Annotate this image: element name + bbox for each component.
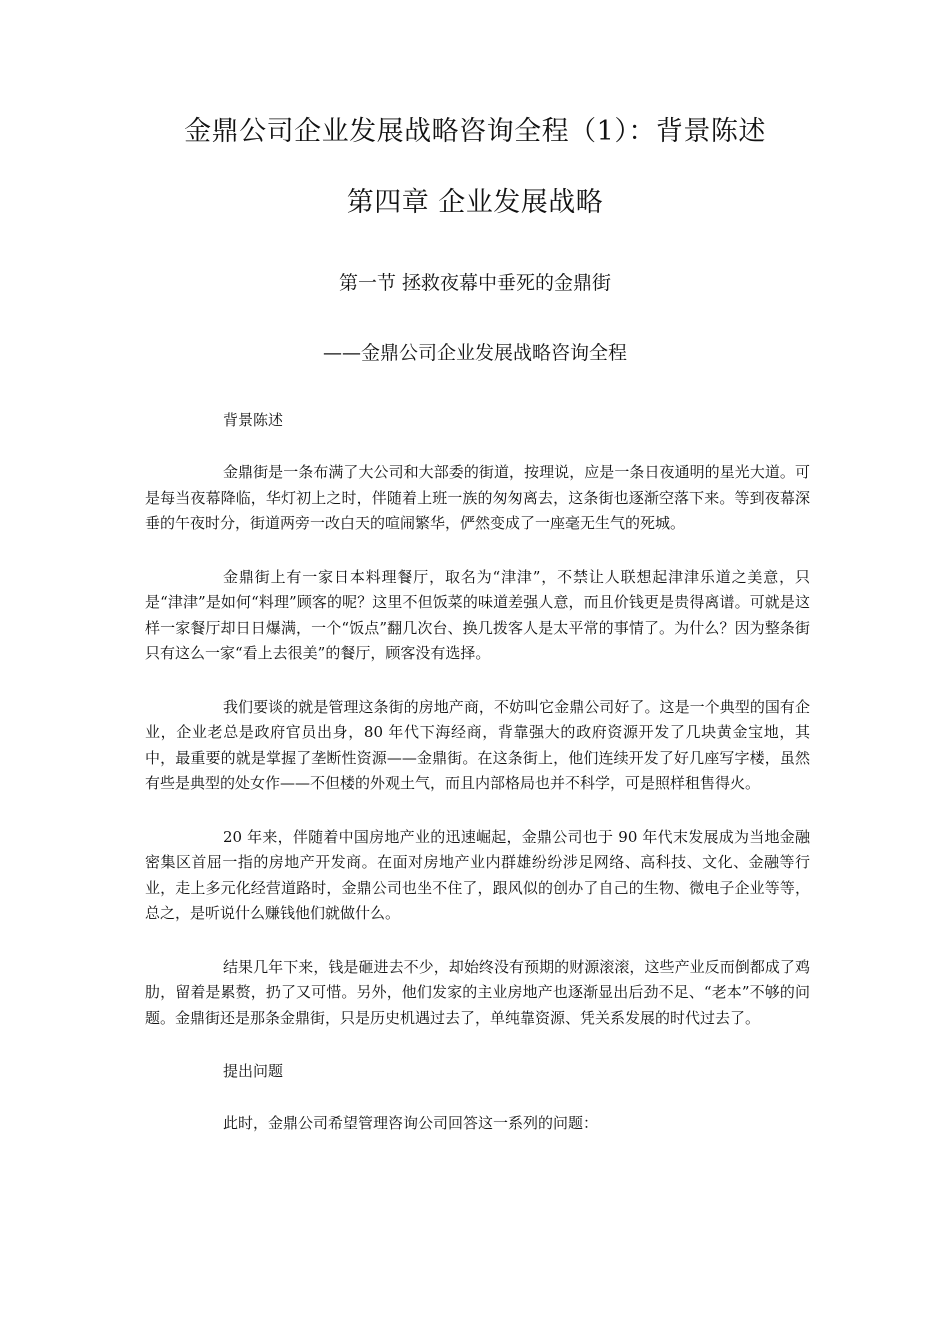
paragraph: 我们要谈的就是管理这条街的房地产商，不妨叫它金鼎公司好了。这是一个典型的国有企业，企业老总是政府官员出身，80 年代下海经商，背靠强大的政府资源开发了几块黄金宝地，其中，最重要的就是掌握了垄断性资源——金鼎街。在这条街上，他们连续开发了好几座写字楼，虽然有些是典型的处女作——不但楼的外观土气，而且内部格局也并不科学，可是照样租售得火。 (145, 697, 810, 792)
paragraph: 20 年来，伴随着中国房地产业的迅速崛起，金鼎公司也于 90 年代末发展成为当地金融密集区首屈一指的房地产开发商。在面对房地产业内群雄纷纷涉足网络、高科技、文化、金融等行业，走上多元化经营道路时，金鼎公司也坐不住了，跟风似的创办了自己的生物、微电子企业等等，总之，是听说什么赚钱他们就做什么。 (145, 827, 810, 922)
document-title: 金鼎公司企业发展战略咨询全程（1）：背景陈述 (184, 116, 766, 147)
final-paragraph: 此时，金鼎公司希望管理咨询公司回答这一系列的问题： (223, 1114, 599, 1132)
paragraph: 金鼎街是一条布满了大公司和大部委的街道，按理说，应是一条日夜通明的星光大道。可是每当夜幕降临，华灯初上之时，伴随着上班一族的匆匆离去，这条街也逐渐空落下来。等到夜幕深垂的午夜时分，街道两旁一改白天的喧闹繁华，俨然变成了一座毫无生气的死城。 (145, 463, 810, 532)
document-body (145, 408, 810, 1165)
paragraph: 金鼎街上有一家日本料理餐厅，取名为“津津”，不禁让人联想起津津乐道之美意，只是“津津”是如何“料理”顾客的呢？这里不但饭菜的味道差强人意，而且价钱更是贵得离谱。可就是这样一家餐厅却日日爆满，一个“饭点”翻几次台、换几拨客人是太平常的事情了。为什么？因为整条街只有这么一家“看上去很美”的餐厅，顾客没有选择。 (145, 567, 810, 662)
heading-problem: 提出问题 (223, 1062, 284, 1080)
heading-background: 背景陈述 (223, 411, 284, 429)
section-title: 第一节 拯救夜幕中垂死的金鼎街 (338, 272, 612, 294)
section-subtitle: ——金鼎公司企业发展战略咨询全程 (322, 342, 627, 364)
chapter-title: 第四章 企业发展战略 (346, 187, 604, 218)
paragraph: 结果几年下来，钱是砸进去不少，却始终没有预期的财源滚滚，这些产业反而倒都成了鸡肋，留着是累赘，扔了又可惜。另外，他们发家的主业房地产也逐渐显出后劲不足、“老本”不够的问题。金鼎街还是那条金鼎街，只是历史机遇过去了，单纯靠资源、凭关系发展的时代过去了。 (145, 957, 810, 1027)
